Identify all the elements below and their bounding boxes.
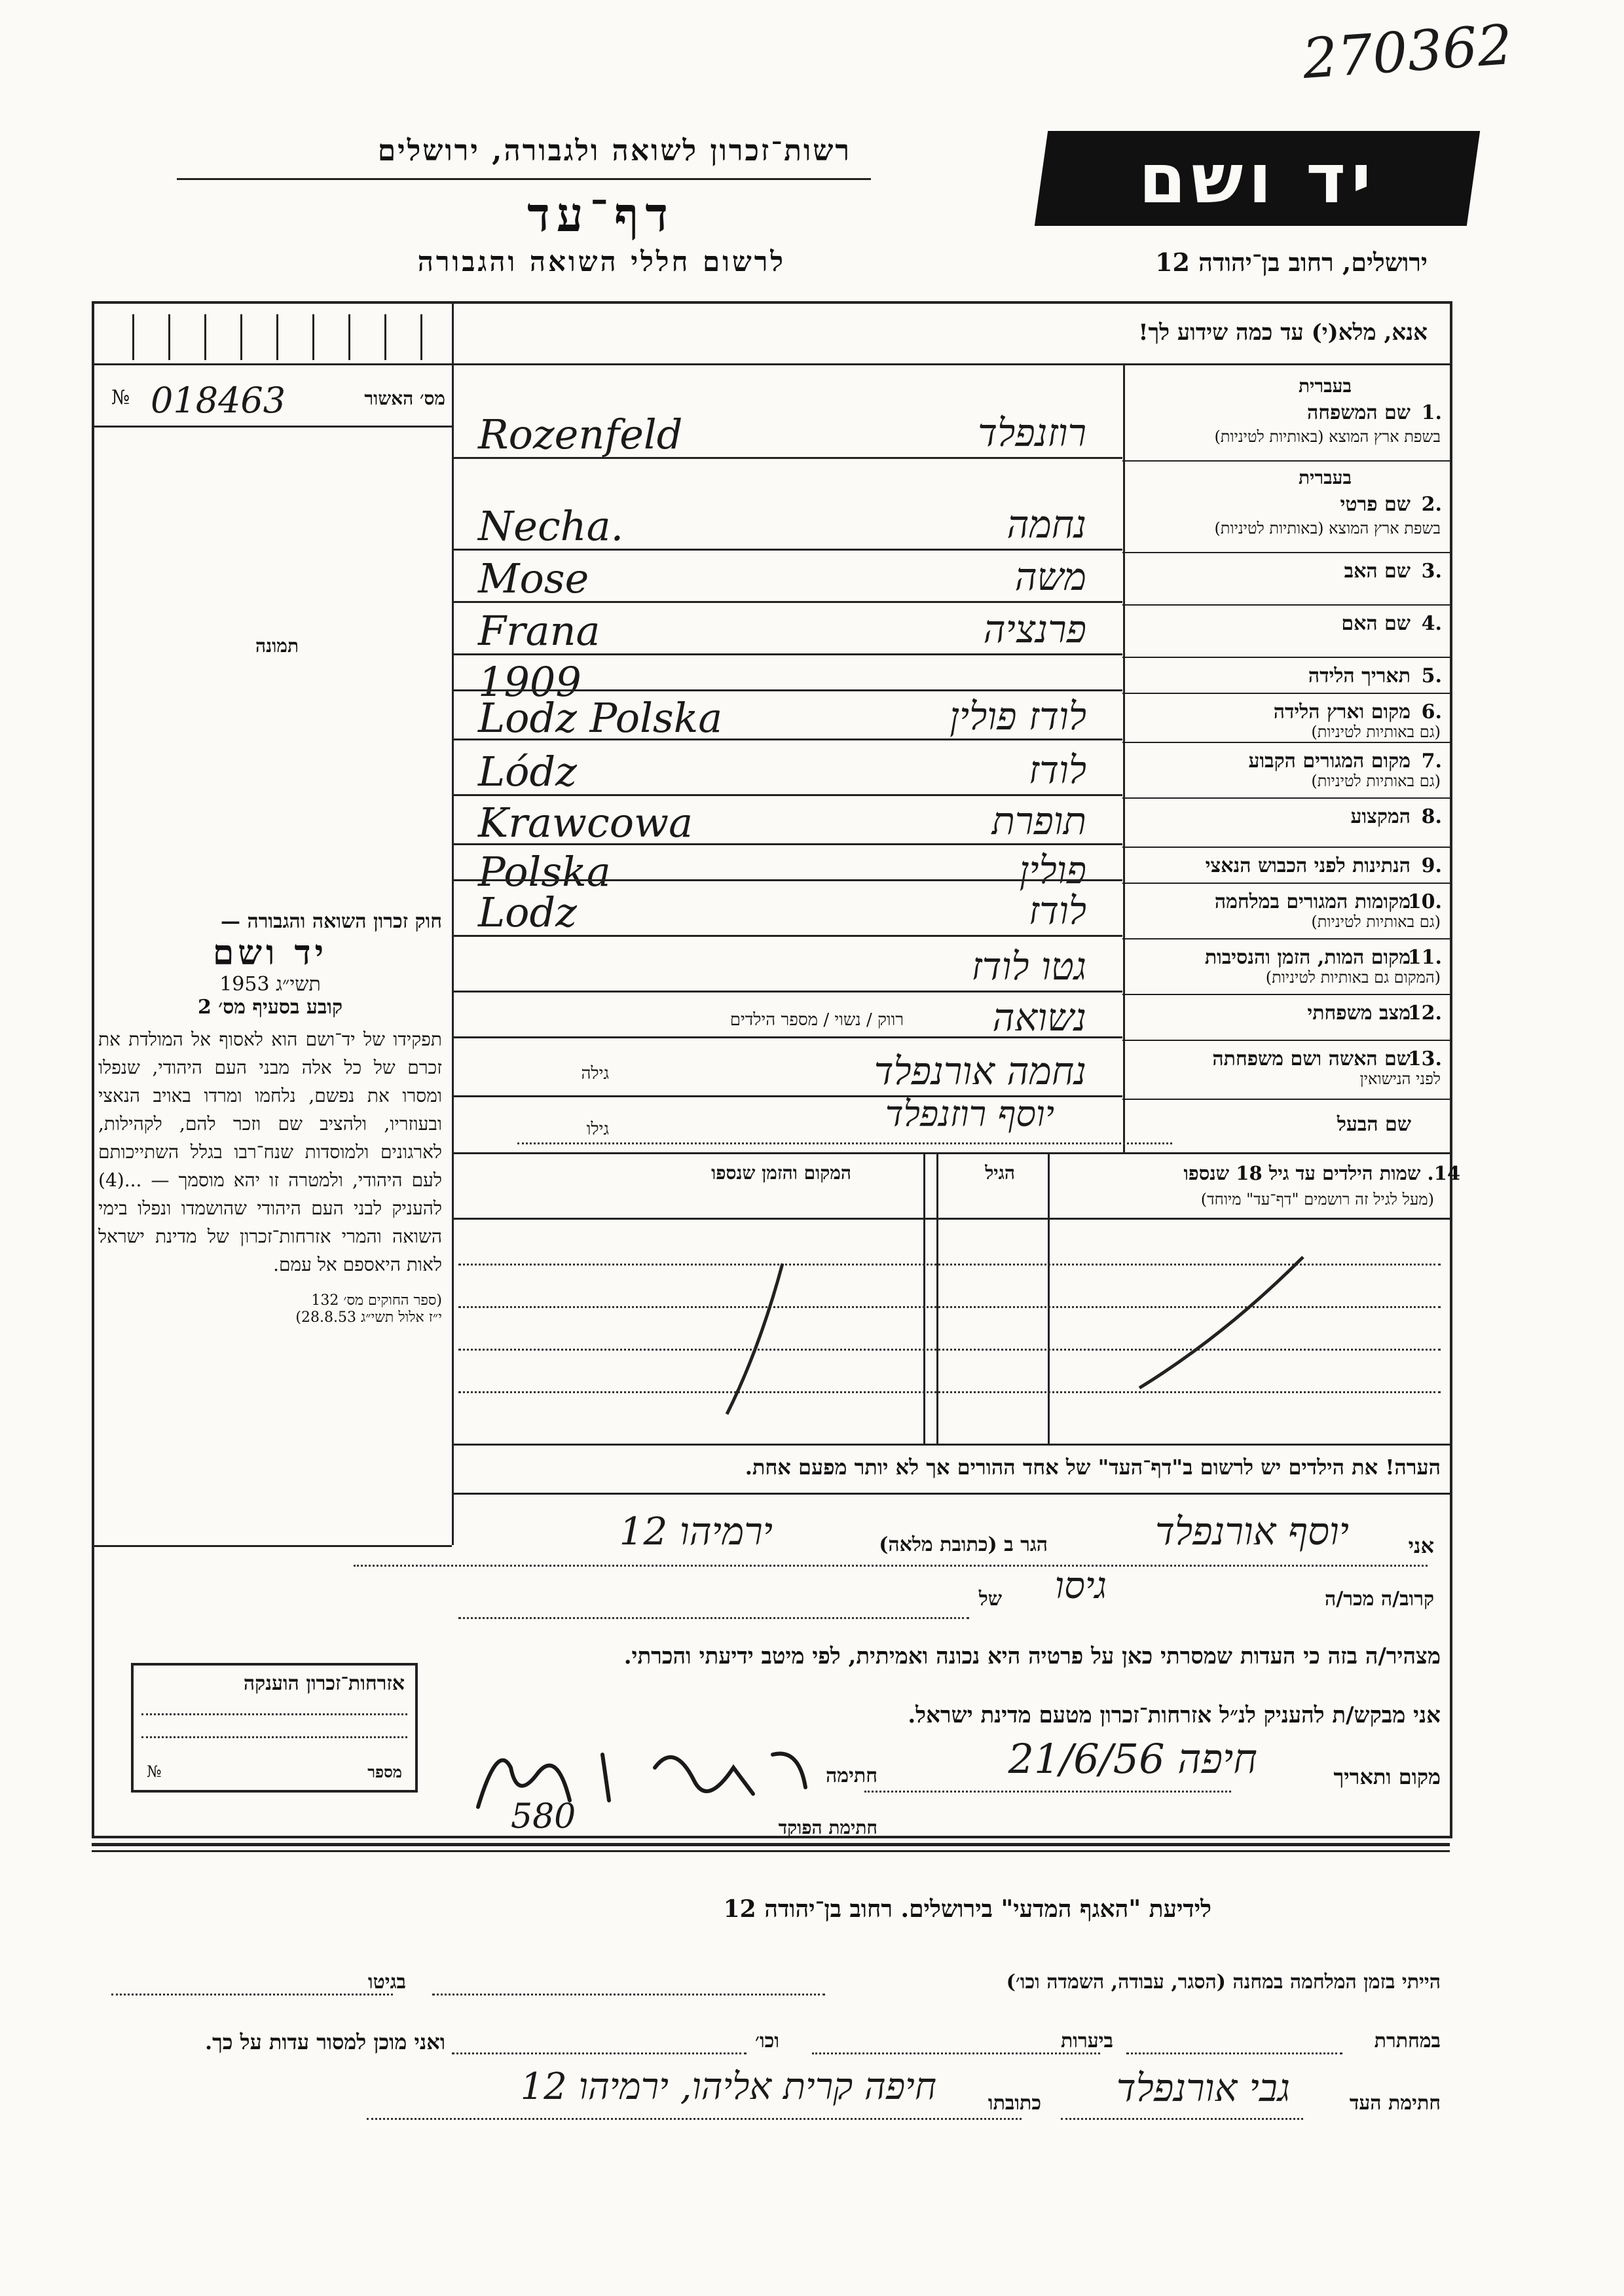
- field-sub: (גם באותיות לטיניות): [1311, 772, 1441, 790]
- field-value-latin: Polska: [478, 848, 611, 896]
- field-label: שם האם: [1341, 612, 1411, 635]
- slash-mark-place: [727, 1264, 783, 1414]
- field-row: [452, 606, 1450, 658]
- law-citation-1: (ספר החוקים מס׳ 132: [311, 1292, 442, 1309]
- bottom-line2-b: ביערות: [1060, 2030, 1113, 2052]
- field-label: שם האב: [1344, 560, 1411, 583]
- field-underline: [452, 1036, 1122, 1038]
- field-label: תאריך הלידה: [1308, 665, 1411, 687]
- field-number: 8.: [1421, 805, 1442, 828]
- request: אני מבקש/ת להעניק לנ״ל אזרחות־זכרון מטעם מדינת ישראל.: [908, 1702, 1441, 1728]
- field-label: מקומות המגורים במלחמה: [1214, 890, 1411, 913]
- cert-label: מס׳ האשור: [364, 388, 445, 409]
- field-number: 12.: [1407, 1002, 1442, 1025]
- citizenship-title: אזרחות־זכרון הוענקה: [243, 1672, 405, 1695]
- law-clause: קובע בסעיף מס׳ 2: [197, 996, 343, 1019]
- citizenship-number-label: מספר: [367, 1762, 402, 1781]
- field-label: מקום וארץ הלידה: [1273, 701, 1411, 723]
- witness-label: חתימת העד: [1349, 2092, 1441, 2115]
- children-col-place: המקום והזמן שנספו: [711, 1162, 851, 1184]
- field-value-hebrew: לודז: [1028, 888, 1086, 933]
- instructions: אנא, מלא(י) עד כמה שידוע לך!: [1138, 319, 1428, 346]
- field-row: [452, 743, 1450, 799]
- field-value-latin: Mose: [478, 555, 589, 602]
- field-label: הנתינות לפני הכבוש הנאצי: [1205, 854, 1411, 877]
- children-count-label: רווק / נשוי / מספר הילדים: [729, 1010, 904, 1030]
- declarant-relative-label: קרוב/ה מכר/ה: [1325, 1588, 1434, 1611]
- yad-vashem-logo: [1035, 131, 1480, 226]
- law-body: תפקידו של יד־ושם הוא לאסוף אל המולדת את זכרם של כל אלה מבני העם היהודי, שנפלו ומסרו את נפשם, נלחמו ומרדו באויב הנאצי ובעוזריו, ולהציב שם וזכר להם, לקהילות, לארגונים ולמוסדות שנח־רבו בגלל השתייכותם לעם היהודי, ולמטרה זו יהא מוסמך — ...(4) להעניק לבני העם היהודי שהושמדו ונפלו בימי השואה והמרי אזרחות־זכרון של מדינת ישראל לאות היאספם אל עמם.: [98, 1029, 442, 1275]
- hebrew-tag: בעברית: [1298, 375, 1352, 397]
- children-label: 14. שמות הילדים עד גיל 18 שנספו: [1183, 1162, 1460, 1184]
- citizenship-number-prefix: №: [147, 1762, 162, 1781]
- law-box: [98, 910, 442, 1326]
- citizenship-box: [131, 1663, 418, 1793]
- law-title: חוק זכרון השואה והגבורה —: [221, 910, 442, 933]
- declarant-i: אני: [1408, 1533, 1434, 1558]
- address-label: כתובתו: [987, 2092, 1041, 2115]
- field-value-latin: Lodz Polska: [478, 694, 723, 742]
- place-date-value: חיפה 21/6/56: [1008, 1735, 1257, 1783]
- archive-number: 270362: [1301, 12, 1515, 92]
- field-value-hebrew: תופרת: [991, 799, 1086, 843]
- bottom-line2-c: וכו׳: [755, 2030, 779, 2052]
- field-underline: [452, 653, 1122, 655]
- form-title: דף־עד: [527, 187, 674, 242]
- field-value-hebrew: נחמה: [1006, 502, 1086, 547]
- field-label: מקום המגורים הקבוע: [1248, 750, 1411, 773]
- field-label: מקום המות, הזמן והנסיבות: [1204, 946, 1411, 969]
- field-number: 11.: [1407, 946, 1442, 969]
- field-value-hebrew: נשואה: [992, 995, 1086, 1040]
- bottom-line1-a: הייתי בזמן המלחמה במחנה (הסגר, עבודה, השמדה וכו׳): [1006, 1971, 1441, 1994]
- cert-ticks: [98, 314, 445, 360]
- declarant-of-label: של: [978, 1588, 1002, 1611]
- law-citation-2: י״ז אלול תשי״ג 28.8.53): [295, 1309, 442, 1326]
- field-underline: [452, 879, 1122, 881]
- field-row: [452, 939, 1450, 995]
- children-slash-marks: [452, 1218, 1447, 1444]
- divider: [177, 178, 871, 180]
- hebrew-tag: בעברית: [1298, 467, 1352, 488]
- field-row: [452, 462, 1450, 553]
- field-label: שם המשפחה: [1306, 401, 1411, 424]
- field-value-hebrew: לודז: [1028, 748, 1086, 792]
- field-underline: [452, 935, 1122, 937]
- field-row: [452, 658, 1450, 706]
- bottom-line2-d: ואני מוכן למסור עדות על כך.: [204, 2030, 445, 2054]
- field-sub: בשפת ארץ המוצא (באותיות לטיניות): [1214, 428, 1441, 446]
- field-sub: (המקום גם באותיות לטיניות): [1265, 968, 1441, 987]
- field-row: [452, 370, 1450, 462]
- bottom-line2-a: במחתרת: [1374, 2030, 1441, 2052]
- photo-label: תמונה: [255, 635, 299, 657]
- field-value-latin: Necha.: [478, 502, 624, 550]
- husband-line: [517, 1142, 1172, 1144]
- field-sub: (גם באותיות לטיניות): [1311, 723, 1441, 741]
- field-value-latin: Krawcowa: [478, 799, 693, 847]
- place-date-label: מקום ותאריך: [1333, 1764, 1441, 1789]
- signature-label: חתימה: [826, 1764, 877, 1787]
- bottom-line1-b: בגיטו: [367, 1971, 406, 1994]
- declarant-relation: גיסו: [1054, 1565, 1107, 1607]
- field-underline: [452, 991, 1122, 993]
- note: הערה! את הילדים יש לרשום ב"דף־העד" של אחד ההורים אך לא יותר מפעם אחת.: [745, 1455, 1441, 1480]
- row-separator: [1122, 1099, 1450, 1100]
- bottom-title: לידיעת "האגף המדעי" בירושלים. רחוב בן־יהודה 12: [723, 1895, 1211, 1923]
- husband-label: שם הבעל: [1337, 1113, 1411, 1136]
- field-value-hebrew: פולין: [1019, 848, 1086, 892]
- law-name: יד ושם: [212, 933, 328, 973]
- field-label: שם פרטי: [1340, 493, 1411, 516]
- field-value-hebrew: גטו לודז: [971, 944, 1086, 989]
- field-number: 2.: [1421, 493, 1442, 516]
- field-number: 9.: [1421, 854, 1442, 877]
- field-label: שם האשה ושם משפחתה: [1212, 1048, 1411, 1070]
- field-row: [452, 799, 1450, 848]
- field-row: [452, 848, 1450, 896]
- field-underline: [452, 689, 1122, 691]
- address: ירושלים, רחוב בן־יהודה 12: [1155, 247, 1428, 277]
- field-value-latin: Frana: [478, 607, 600, 655]
- field-row: [452, 694, 1450, 743]
- declaration: מצהיר/ה בזה כי העדות שמסרתי כאן על פרטיה היא נכונה ואמיתית, לפי מיטב ידיעתי והכרתי.: [623, 1643, 1441, 1669]
- field-row: [452, 884, 1450, 939]
- cert-number: 018463: [151, 380, 286, 421]
- field-value-hebrew: פרנציה: [983, 607, 1086, 651]
- field-value-latin: Lódz: [478, 748, 577, 795]
- address-value: חיפה קרית אליהו, ירמיהו 12: [520, 2066, 936, 2108]
- field-value-hebrew: נחמה אורנפלד: [874, 1049, 1086, 1093]
- law-year: תשי״ג 1953: [219, 973, 321, 996]
- field-sub: לפני הנישואין: [1359, 1070, 1441, 1088]
- declarant-name: יוסף אורנפלד: [1155, 1509, 1349, 1554]
- cert-prefix: №: [111, 386, 130, 409]
- field-underline: [452, 457, 1122, 459]
- official-label: חתימת הפוקד: [778, 1817, 877, 1838]
- slash-mark-name: [1139, 1257, 1303, 1388]
- official-value: 580: [511, 1797, 576, 1836]
- field-number: 13.: [1407, 1048, 1442, 1070]
- field-value-hebrew: משה: [1014, 555, 1086, 599]
- field-row: [452, 553, 1450, 606]
- field-value-latin: 1909: [478, 658, 581, 706]
- field-value-hebrew: לודז פולין: [950, 694, 1086, 738]
- field-underline: [452, 549, 1122, 551]
- field-underline: [452, 738, 1122, 740]
- field-value-latin: Rozenfeld: [478, 410, 683, 458]
- field-number: 5.: [1421, 665, 1442, 687]
- form-subtitle: לרשום חללי השואה והגבורה: [417, 246, 786, 278]
- logo-text: יד ושם: [1138, 138, 1376, 219]
- org-line: רשות־זכרון לשואה ולגבורה, ירושלים: [377, 134, 851, 168]
- field-underline: [452, 601, 1122, 603]
- witness-value: גבי אורנפלד: [1116, 2066, 1290, 2110]
- field-label: המקצוע: [1350, 805, 1411, 828]
- field-value-latin: Lodz: [478, 888, 577, 936]
- field-underline: [452, 843, 1122, 845]
- field-label: מצב משפחתי: [1307, 1002, 1411, 1025]
- husband-age-label: גילו: [586, 1120, 609, 1139]
- field-value-hebrew: רוזנפלד: [978, 410, 1086, 455]
- field-number: 1.: [1421, 401, 1442, 424]
- field-number: 10.: [1407, 890, 1442, 913]
- children-col-age: הגיל: [985, 1162, 1015, 1184]
- field-number: 6.: [1421, 701, 1442, 723]
- field-sub: (גם באותיות לטיניות): [1311, 913, 1441, 931]
- declarant-address: ירמיהו 12: [619, 1509, 773, 1554]
- children-sub: (מעל לגיל זה רושמים "דף־עד" מיוחד): [1200, 1190, 1434, 1209]
- declarant-resides-label: הגר ב (כתובת מלאה): [879, 1533, 1048, 1556]
- field-row: [452, 995, 1450, 1041]
- husband-value: יוסף רוזנפלד: [885, 1093, 1054, 1135]
- field-number: 3.: [1421, 560, 1442, 583]
- field-number: 4.: [1421, 612, 1442, 635]
- field-underline: [452, 794, 1122, 796]
- field-number: 7.: [1421, 750, 1442, 773]
- field-sub: בשפת ארץ המוצא (באותיות לטיניות): [1214, 519, 1441, 538]
- cert-row: [111, 380, 445, 419]
- age-label: גילה: [581, 1064, 609, 1084]
